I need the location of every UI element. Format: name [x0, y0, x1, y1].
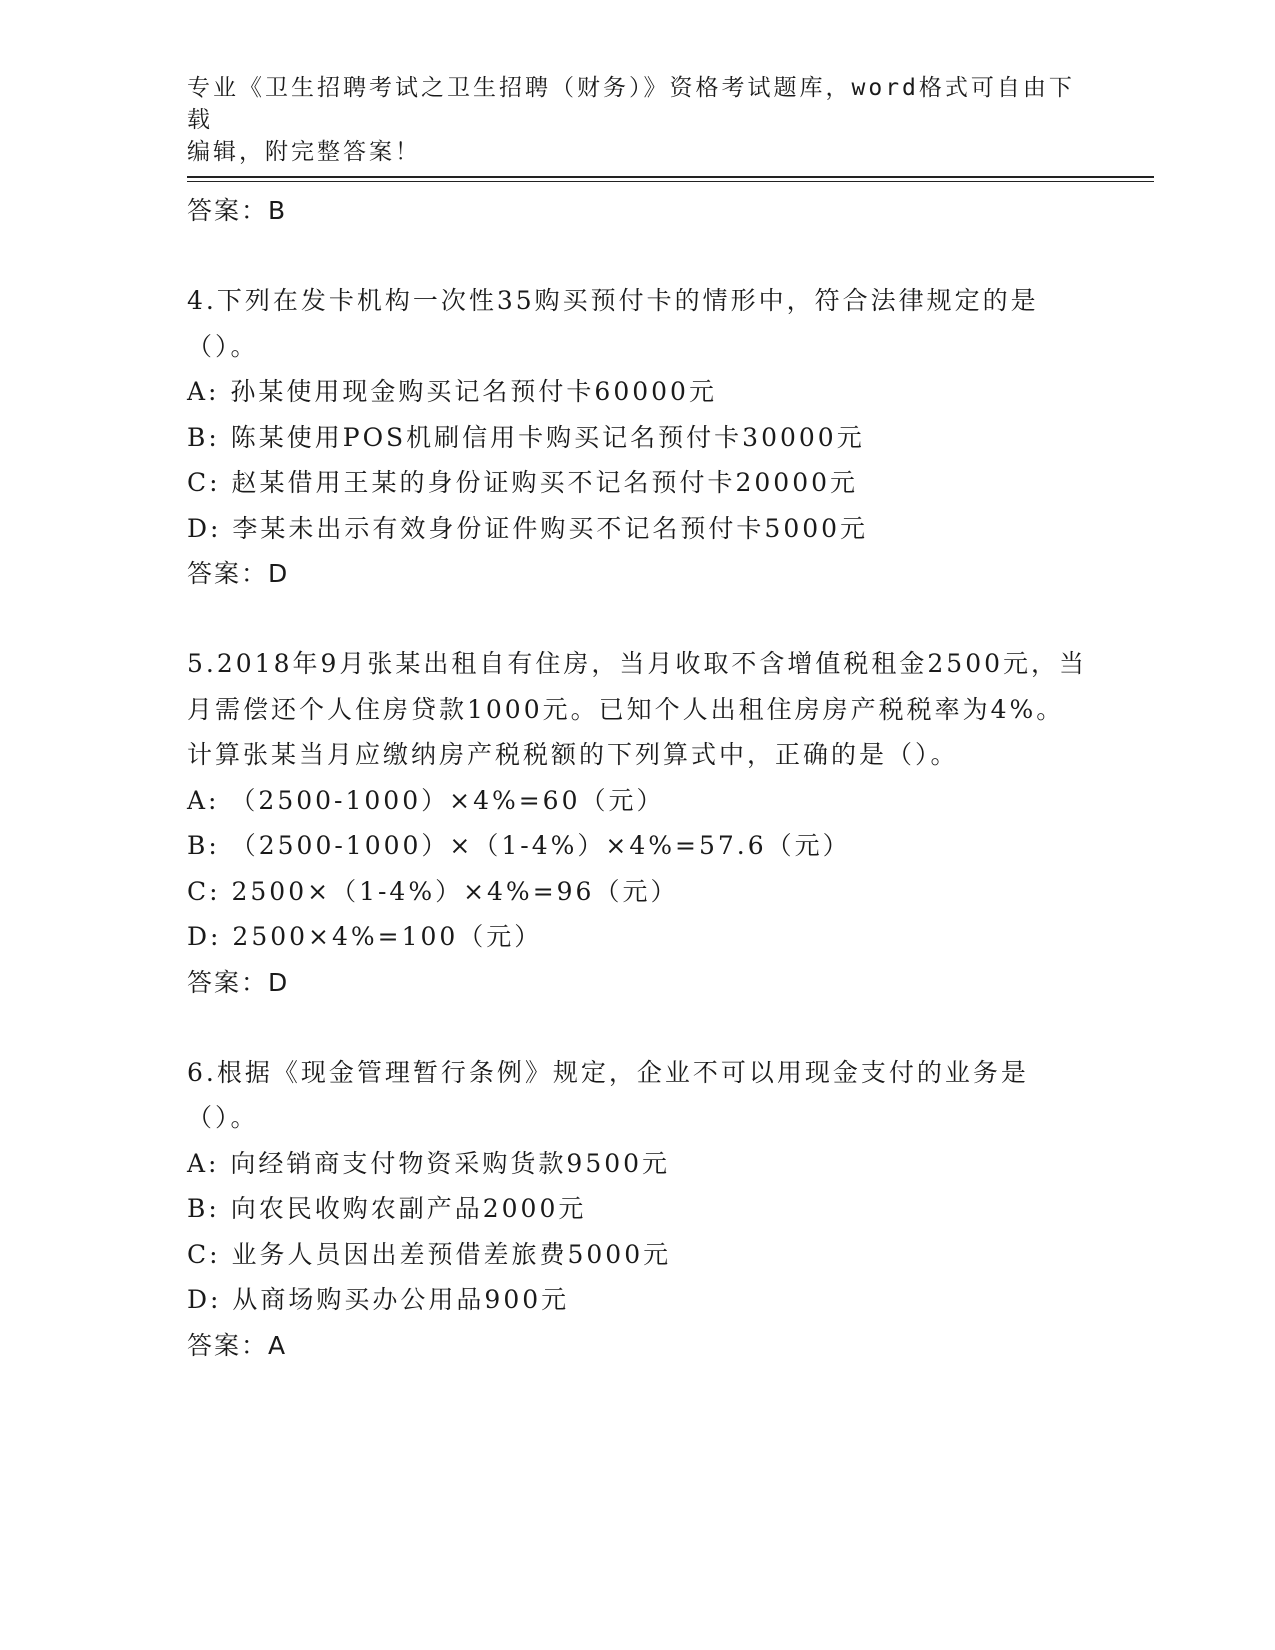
- option-c: C: 2500×（1-4%）×4%=96（元）: [187, 876, 679, 906]
- option-d: D: 李某未出示有效身份证件购买不记名预付卡5000元: [187, 513, 869, 543]
- question-list: [187, 188, 1087, 1369]
- option-b: B: 向农民收购农副产品2000元: [187, 1194, 587, 1223]
- answer-line: 答案：D: [187, 559, 290, 588]
- header-divider-thick: [187, 176, 1154, 178]
- header-divider-thin: [187, 181, 1154, 182]
- option-a: A: （2500-1000）×4%=60（元）: [187, 785, 665, 815]
- header-line-1: 专业《卫生招聘考试之卫生招聘（财务）》资格考试题库，word格式可自由下载: [187, 75, 1075, 133]
- option-a: A: 孙某使用现金购买记名预付卡60000元: [187, 377, 717, 406]
- option-d: D: 2500×4%=100（元）: [187, 922, 543, 951]
- option-d: D: 从商场购买办公用品900元: [187, 1285, 570, 1314]
- document-header: [187, 72, 1087, 168]
- question-4: [187, 278, 1087, 597]
- answer-line: 答案：B: [187, 196, 288, 225]
- question-stem: 4.下列在发卡机构一次性35购买预付卡的情形中，符合法律规定的是（）。: [187, 286, 1039, 361]
- answer-line: 答案：A: [187, 1330, 288, 1360]
- option-a: A: 向经销商支付物资采购货款9500元: [187, 1148, 671, 1178]
- question-stem: 6.根据《现金管理暂行条例》规定，企业不可以用现金支付的业务是（）。: [187, 1057, 1029, 1132]
- option-b: B: 陈某使用POS机刷信用卡购买记名预付卡30000元: [187, 422, 865, 452]
- option-c: C: 业务人员因出差预借差旅费5000元: [187, 1239, 672, 1269]
- question-stem: 5.2018年9月张某出租自有住房，当月收取不含增值税租金2500元，当月需偿还个人住房贷款1000元。已知个人出租住房房产税税率为4%。计算张某当月应缴纳房产税税额的下列算式中，正确的是（）。: [187, 649, 1088, 769]
- option-c: C: 赵某借用王某的身份证购买不记名预付卡20000元: [187, 468, 859, 497]
- question-5: [187, 641, 1087, 1006]
- header-line-2: 编辑，附完整答案！: [187, 139, 421, 165]
- question-6: [187, 1050, 1087, 1369]
- answer-line: 答案：D: [187, 967, 290, 997]
- option-b: B: （2500-1000）×（1-4%）×4%=57.6（元）: [187, 831, 851, 860]
